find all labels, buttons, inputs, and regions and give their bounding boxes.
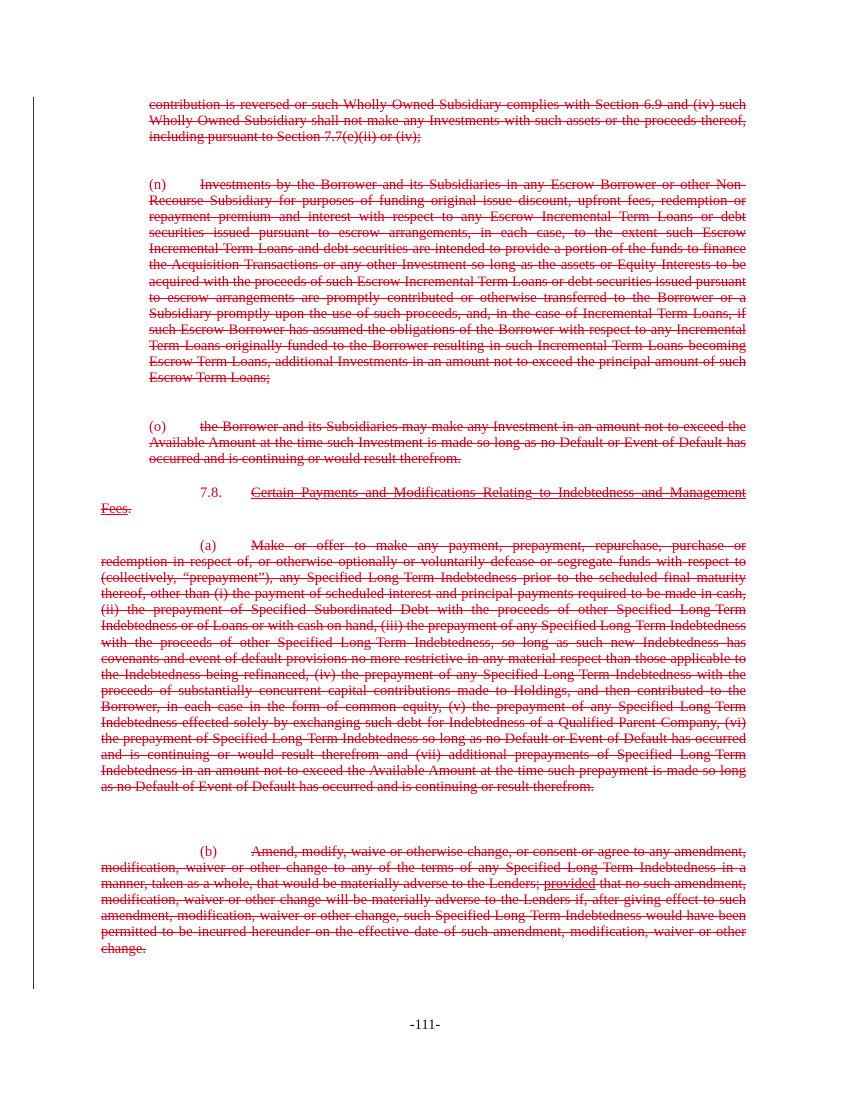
clause-n: [149, 177, 746, 386]
section-number: 7.8.: [200, 485, 222, 501]
provided-term: provided: [543, 876, 596, 893]
section-title-period: .: [127, 501, 132, 518]
clause-text: the Borrower and its Subsidiaries may make any Investment in an amount not to exceed the Available Amount at the time such Investment is made so long as no Default or Event of Default has occurred and is continuing or would result therefrom.: [149, 419, 746, 468]
clause-text: Make or offer to make any payment, prepayment, repurchase, purchase or redemption in respect of, or otherwise optionally or voluntarily defease or segregate funds with respect to (collectively, “prepayment”), any Specified Long-Term Indebtedness prior to the scheduled final maturity thereof, other than (i) the payment of scheduled interest and principal payments required to be made in cash, (ii) the prepayment of Specified Subordinated Debt with the proceeds of other Specified Long-Term Indebtedness or of Loans or with cash on hand, (iii) the prepayment of any Specified Long-Term Indebtedness with the proceeds of other Specified Long-Term Indebtedness, so long as such new Indebtedness has covenants and event of default provisions no more restrictive in any material respect than those applicable to the Indebtedness being refinanced, (iv) the prepayment of any Specified Long-Term Indebtedness with the proceeds of substantially concurrent capital contributions made to Holdings, and then contributed to the Borrower, in each case in the form of common equity, (v) the prepayment of any Specified Long-Term Indebtedness effected solely by exchanging such debt for Indebtedness of a Qualified Parent Company, (vi) the prepayment of Specified Long-Term Indebtedness so long as no Default or Event of Default has occurred and is continuing or would result therefrom and (vii) additional prepayments of Specified Long-Term Indebtedness in an amount not to exceed the Available Amount at the time such prepayment is made so long as no Default of Event of Default has occurred and is continuing or result therefrom.: [101, 538, 746, 796]
section-7-8-heading: [101, 485, 746, 517]
clause-b: [101, 844, 746, 957]
revision-change-bar: [33, 97, 34, 989]
clause-label: (o): [149, 419, 167, 435]
page-number: -111-: [409, 1017, 441, 1033]
clause-text-before: Amend, modify, waive or otherwise change, or consent or agree to any amendment, modification, waiver or other change to any of the terms of any Specified Long-Term Indebtedness in a manner, taken as a whole, that would be materially adverse to the Lenders;: [101, 844, 746, 893]
clause-a: [101, 538, 746, 796]
paragraph-continuation: [149, 97, 746, 145]
clause-label: (a): [200, 538, 217, 554]
section-title: Certain Payments and Modifications Relating to Indebtedness and Management Fees: [101, 485, 746, 518]
clause-text: Investments by the Borrower and its Subsidiaries in any Escrow Borrower or other Non-Recourse Subsidiary for purposes of funding original issue discount, upfront fees, redemption or repayment premium and interest with respect to any Escrow Incremental Term Loans or debt securities issued pursuant to escrow arrangements, in each case, to the extent such Escrow Incremental Term Loans and debt securities are intended to provide a portion of the funds to finance the Acquisition Transactions or any other Investment so long as the assets or Equity Interests to be acquired with the proceeds of such Escrow Incremental Term Loans or debt securities issued pursuant to escrow arrangements are promptly contributed or otherwise transferred to the Borrower or a Subsidiary promptly upon the use of such proceeds, and, in the case of Incremental Term Loans, if such Escrow Borrower has assumed the obligations of the Borrower with respect to any Incremental Term Loans originally funded to the Borrower resulting in such Incremental Term Loans becoming Escrow Term Loans, additional Investments in an amount not to exceed the principal amount of such Escrow Term Loans;: [149, 177, 746, 387]
clause-label: (n): [149, 177, 167, 193]
clause-text-after: that no such amendment, modification, waiver or other change will be materially adverse to the Lenders if, after giving effect to such amendment, modification, waiver or other change, such Specified Long-Term Indebtedness would have been permitted to be incurred hereunder on the effective date of such amendment, modification, waiver or other change.: [101, 876, 747, 957]
paragraph-text: contribution is reversed or such Wholly Owned Subsidiary complies with Section 6.9 and (iv) such Wholly Owned Subsidiary shall not make any Investments with such assets or the proceeds thereof, including pursuant to Section 7.7(e)(ii) or (iv);: [149, 97, 746, 146]
clause-o: [149, 419, 746, 467]
clause-label: (b): [200, 844, 218, 860]
